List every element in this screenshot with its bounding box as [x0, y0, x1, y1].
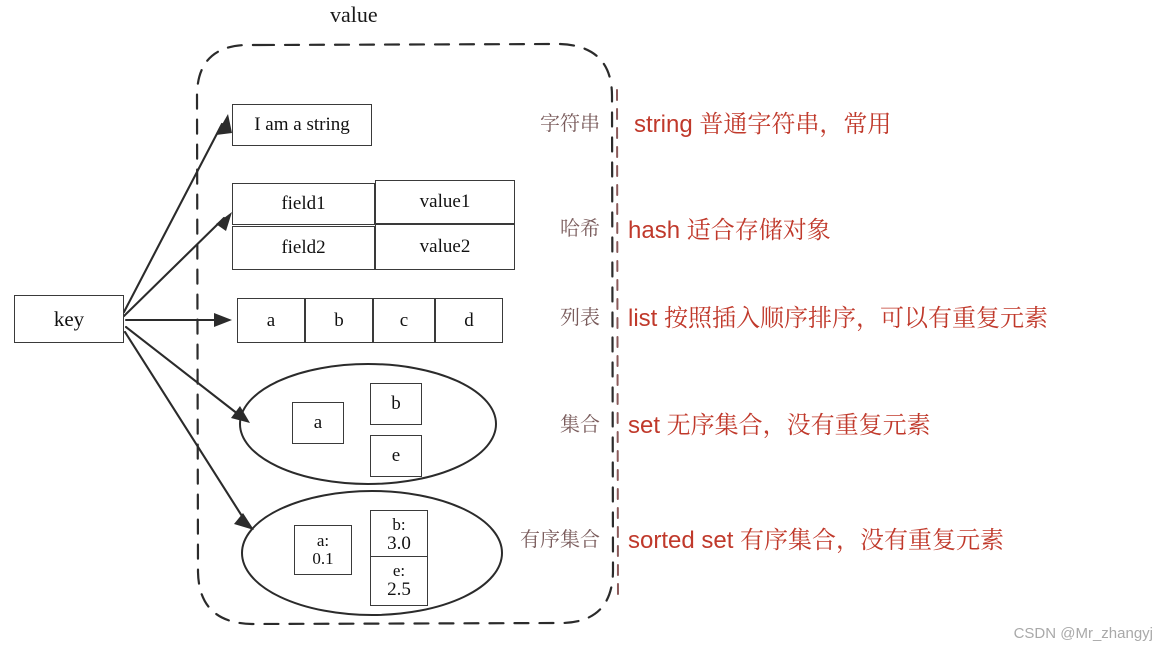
- string-box-label: I am a string: [254, 114, 350, 135]
- set-member-a-label: a: [313, 412, 323, 433]
- zset-member-b-name: b:: [392, 515, 406, 535]
- key-box-label: key: [53, 306, 85, 331]
- cn-label-list: 列表: [560, 307, 600, 329]
- watermark: CSDN @Mr_zhangyj: [1013, 625, 1153, 642]
- cn-label-set: 集合: [560, 414, 600, 436]
- zset-member-a-name: a:: [316, 531, 330, 551]
- zset-member-e-name: e:: [392, 561, 406, 581]
- set-member-e: [370, 435, 422, 477]
- list-cell-b-label: b: [334, 309, 344, 331]
- cn-label-hash: 哈希: [560, 218, 600, 240]
- hash-value2-label: value2: [419, 236, 471, 257]
- note-sorted-set: sorted set 有序集合，没有重复元素: [628, 527, 1005, 554]
- hash-field1-box: [232, 183, 375, 225]
- list-cell-c: [373, 298, 435, 343]
- hash-field2-label: field2: [281, 237, 326, 258]
- set-member-b: [370, 383, 422, 425]
- set-member-a: [292, 402, 344, 444]
- hash-value1-label: value1: [419, 191, 471, 212]
- key-box: [14, 295, 124, 343]
- hash-field2-box: [232, 226, 375, 270]
- list-cell-b: [305, 298, 373, 343]
- note-string: string 普通字符串，常用: [634, 111, 892, 138]
- note-list: list 按照插入顺序排序，可以有重复元素: [628, 305, 1048, 332]
- zset-member-a: [294, 525, 352, 575]
- list-cell-a: [237, 298, 305, 343]
- note-set: set 无序集合，没有重复元素: [628, 412, 931, 439]
- list-cell-a-label: a: [266, 309, 276, 331]
- list-cell-d-label: d: [464, 309, 474, 331]
- string-box: [232, 104, 372, 146]
- cn-label-sorted-set: 有序集合: [520, 529, 600, 551]
- set-member-b-label: b: [391, 393, 401, 414]
- zset-member-e-score: 2.5: [387, 578, 411, 600]
- zset-member-e: [370, 556, 428, 606]
- hash-field1-label: field1: [281, 193, 326, 214]
- cn-label-string: 字符串: [540, 113, 600, 135]
- set-member-e-label: e: [391, 445, 401, 466]
- note-hash: hash 适合存储对象: [628, 217, 831, 244]
- list-cell-c-label: c: [399, 309, 409, 331]
- value-title: value: [330, 2, 378, 27]
- zset-member-a-score: 0.1: [312, 549, 334, 568]
- zset-member-b-score: 3.0: [387, 532, 411, 554]
